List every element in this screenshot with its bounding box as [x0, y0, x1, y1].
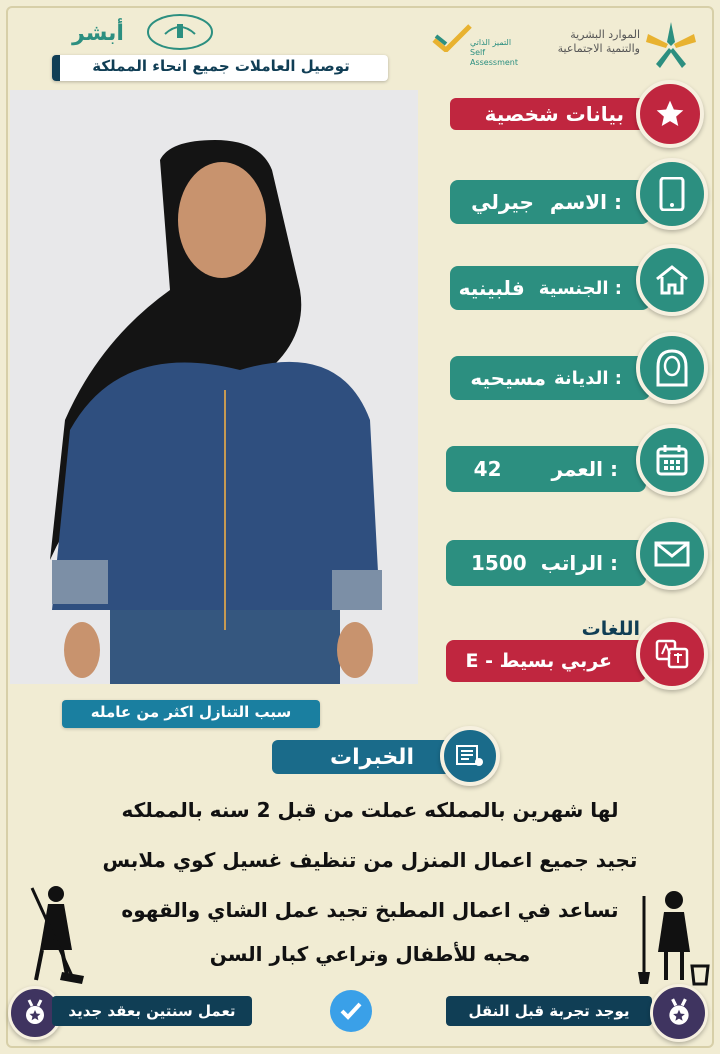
ministry-emblem-logo [145, 12, 215, 52]
maid-mopping-icon [636, 886, 712, 986]
maid-sweeping-icon [12, 880, 92, 990]
right-footer-badge: يوجد تجربة قبل النقل [446, 996, 652, 1026]
hr-ministry-logo-icon [644, 20, 698, 70]
experience-title: الخبرات [272, 740, 472, 774]
title-banner [52, 55, 388, 81]
hr-ministry-logo-text: الموارد البشرية والتنمية الاجتماعية [557, 28, 640, 55]
left-footer-badge: تعمل سنتين بعقد جديد [52, 996, 252, 1026]
religion-label: الديانة : [554, 367, 622, 389]
dawn-logo-text: التميز الذاتي Self Assessment [470, 38, 518, 67]
nationality-value: فلبينيه [458, 276, 525, 300]
salary-row [446, 540, 646, 586]
languages-row [446, 640, 646, 682]
nationality-label: الجنسية : [538, 277, 622, 299]
medal-icon-right [650, 984, 708, 1042]
experience-line-2: تجيد جميع اعمال المنزل من تنظيف غسيل كوي ملابس [102, 848, 638, 872]
name-label: الاسم : [549, 190, 622, 214]
name-row [450, 180, 650, 224]
personal-data-title: بيانات شخصية [450, 98, 650, 130]
star-icon [636, 80, 704, 148]
calendar-icon [636, 424, 708, 496]
experience-line-4: محبه للأطفال وتراعي كبار السن [209, 942, 531, 966]
absher-logo: أبشر [72, 20, 124, 46]
certificate-icon [440, 726, 500, 786]
salary-value: 1500 [471, 551, 527, 575]
experience-line-3: تساعد في اعمال المطبخ تجيد عمل الشاي والقهوه [121, 898, 619, 922]
verified-icon [330, 990, 372, 1032]
age-row [446, 446, 646, 492]
religion-row [450, 356, 650, 400]
title-banner-strip [52, 55, 60, 81]
worker-photo [10, 90, 418, 684]
languages-label: اللغات [581, 618, 640, 640]
experience-line-1: لها شهرين بالمملكه عملت من قبل 2 سنه بالمملكه [121, 798, 619, 822]
age-value: 42 [473, 457, 502, 481]
religion-value: مسيحيه [470, 366, 546, 390]
banner-title: توصيل العاملات جميع انحاء المملكة [92, 57, 350, 75]
hijab-icon [636, 332, 708, 404]
languages-value: E - عربي بسيط [465, 650, 612, 672]
phone-icon [636, 158, 708, 230]
home-icon [636, 244, 708, 316]
dawn-logo [432, 22, 522, 66]
nationality-row [450, 266, 650, 310]
transfer-reason-banner [62, 700, 320, 728]
envelope-icon [636, 518, 708, 590]
salary-label: الراتب : [540, 551, 618, 575]
name-value: جيرلي [471, 190, 534, 214]
transfer-reason-text: سبب التنازل اكثر من عامله [90, 703, 292, 721]
age-label: العمر : [551, 457, 618, 481]
translate-icon [636, 618, 708, 690]
